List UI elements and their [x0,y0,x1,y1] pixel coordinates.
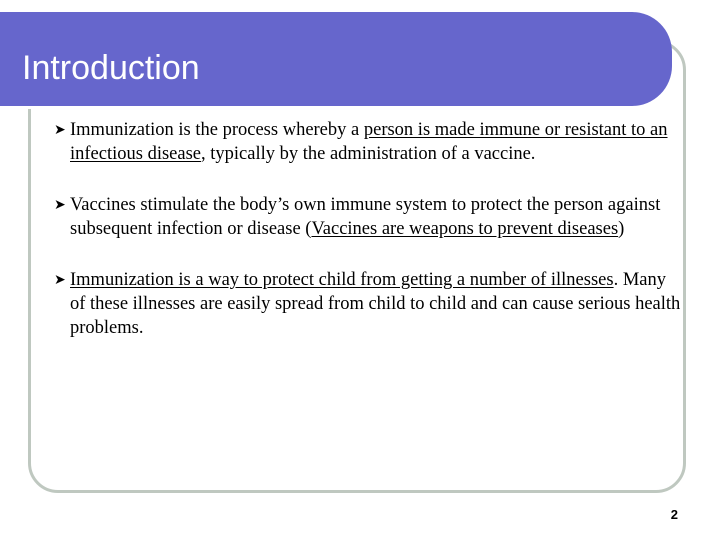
bullet-link[interactable]: person is made immune or resistant to an infectious disease [70,120,668,164]
bullet-text: ) [618,219,625,239]
page-number: 2 [670,507,678,522]
title-underline [0,106,636,109]
bullet-text: Vaccines stimulate the body’s own immune system to protect the person against subsequent infection or disease ( [70,195,661,239]
bullet-text: Immunization is the process whereby a [70,120,364,140]
bullet-item [54,193,684,241]
bullet-text: . Many of these illnesses are easily spread from child to child and can cause serious health problems. [70,270,681,338]
bullet-item [54,118,684,166]
bullet-link[interactable]: Immunization is a way to protect child from getting a number of illnesses [70,270,614,290]
arrowhead-bullet-icon: ➤ [54,197,66,213]
bullet-link[interactable]: Vaccines are weapons to prevent diseases [311,219,619,239]
slide-title: Introduction [22,49,200,87]
bullet-text: , typically by the administration of a vaccine. [201,144,536,164]
arrowhead-bullet-icon: ➤ [54,122,66,138]
bullet-item [54,268,684,340]
arrowhead-bullet-icon: ➤ [54,272,66,288]
title-bar [0,12,672,106]
bullet-list [54,118,684,340]
